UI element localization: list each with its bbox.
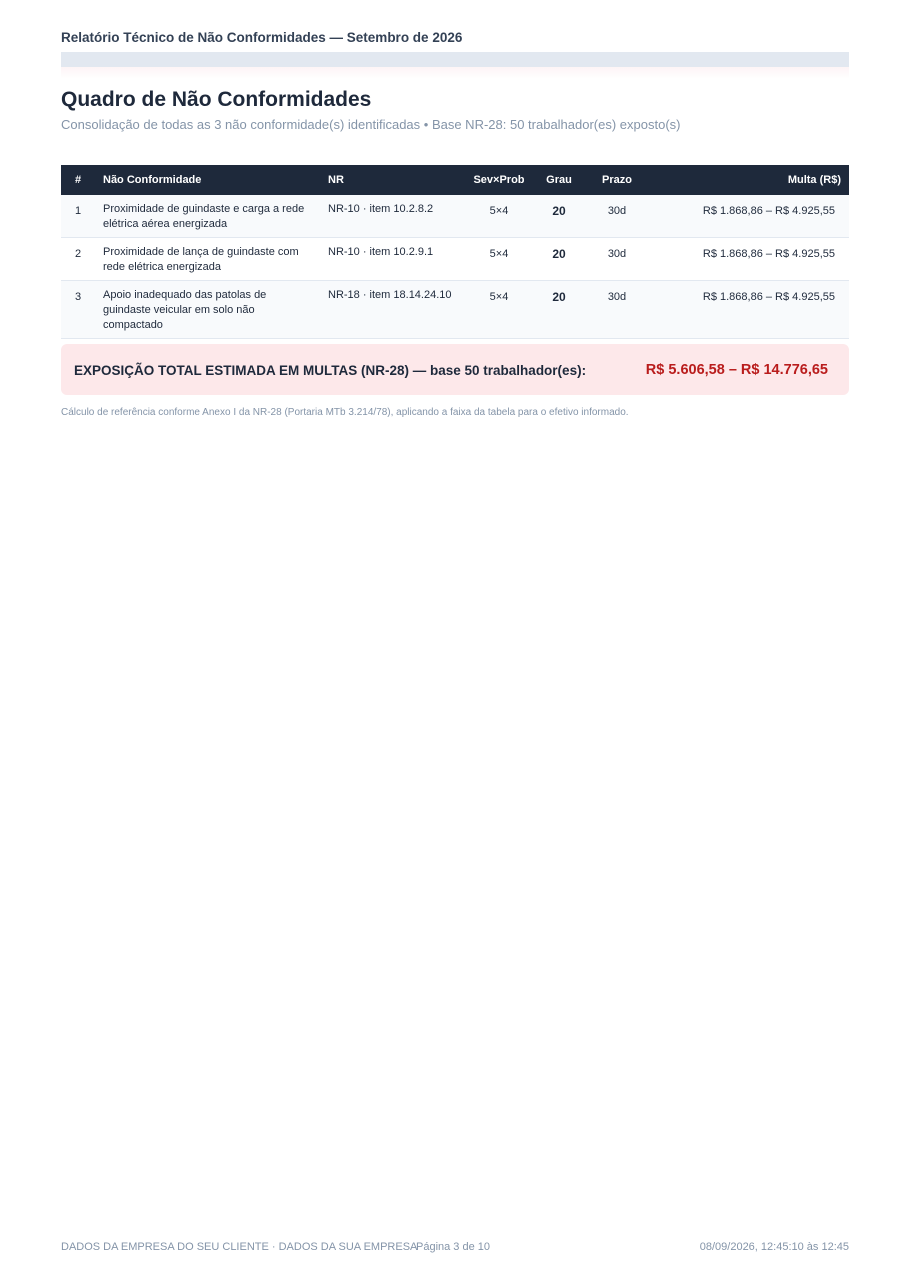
- section-subtitle: Consolidação de todas as 3 não conformidade(s) identificadas • Base NR-28: 50 trabalhador(es) exposto(s): [61, 117, 681, 132]
- row-number: 1: [61, 195, 95, 238]
- row-grade: 20: [533, 238, 585, 281]
- header-divider-bar: [61, 52, 849, 67]
- table-row: [61, 281, 849, 339]
- row-severity-probability: 5×4: [465, 238, 533, 281]
- row-nr: NR-18 · item 18.14.24.10: [320, 281, 465, 339]
- header-number: #: [74, 174, 82, 186]
- row-number: 2: [61, 238, 95, 281]
- footer-page-number: Página 3 de 10: [416, 1241, 491, 1253]
- header-severity-probability: Sev×Prob: [473, 174, 525, 186]
- row-deadline: 30d: [585, 238, 649, 281]
- footer-company-info: DADOS DA EMPRESA DO SEU CLIENTE · DADOS DA SUA EMPRESA: [61, 1241, 418, 1253]
- table-header-row: [61, 165, 849, 195]
- row-number: 3: [61, 281, 95, 339]
- row-nr: NR-10 · item 10.2.8.2: [320, 195, 465, 238]
- row-non-conformity: Proximidade de guindaste e carga a rede elétrica aérea energizada: [95, 195, 320, 238]
- total-exposure-value: R$ 5.606,58 – R$ 14.776,65: [645, 362, 828, 378]
- total-exposure-label: EXPOSIÇÃO TOTAL ESTIMADA EM MULTAS (NR-28) — base 50 trabalhador(es):: [74, 363, 587, 378]
- row-grade: 20: [533, 195, 585, 238]
- row-deadline: 30d: [585, 281, 649, 339]
- header-nr: NR: [328, 174, 344, 186]
- non-conformities-table: [61, 165, 849, 339]
- report-title: Relatório Técnico de Não Conformidades — Setembro de 2026: [61, 30, 463, 45]
- row-deadline: 30d: [585, 195, 649, 238]
- calculation-footnote: Cálculo de referência conforme Anexo I da NR-28 (Portaria MTb 3.214/78), aplicando a faixa da tabela para o efetivo informado.: [61, 407, 629, 418]
- row-fine: R$ 1.868,86 – R$ 4.925,55: [649, 281, 849, 339]
- row-nr: NR-10 · item 10.2.9.1: [320, 238, 465, 281]
- section-title: Quadro de Não Conformidades: [61, 88, 372, 111]
- row-fine: R$ 1.868,86 – R$ 4.925,55: [649, 238, 849, 281]
- footer-timestamp: 08/09/2026, 12:45:10 às 12:45: [699, 1241, 849, 1253]
- header-grade: Grau: [546, 174, 572, 186]
- table-row: [61, 238, 849, 281]
- row-severity-probability: 5×4: [465, 195, 533, 238]
- row-non-conformity: Apoio inadequado das patolas de guindaste veicular em solo não compactado: [95, 281, 320, 339]
- header-divider-shadow: [61, 67, 849, 79]
- total-exposure-box: [61, 344, 849, 395]
- header-deadline: Prazo: [602, 174, 632, 186]
- row-non-conformity: Proximidade de lança de guindaste com rede elétrica energizada: [95, 238, 320, 281]
- header-fine: Multa (R$): [787, 174, 841, 186]
- row-grade: 20: [533, 281, 585, 339]
- row-severity-probability: 5×4: [465, 281, 533, 339]
- row-fine: R$ 1.868,86 – R$ 4.925,55: [649, 195, 849, 238]
- table-row: [61, 195, 849, 238]
- header-non-conformity: Não Conformidade: [103, 174, 202, 186]
